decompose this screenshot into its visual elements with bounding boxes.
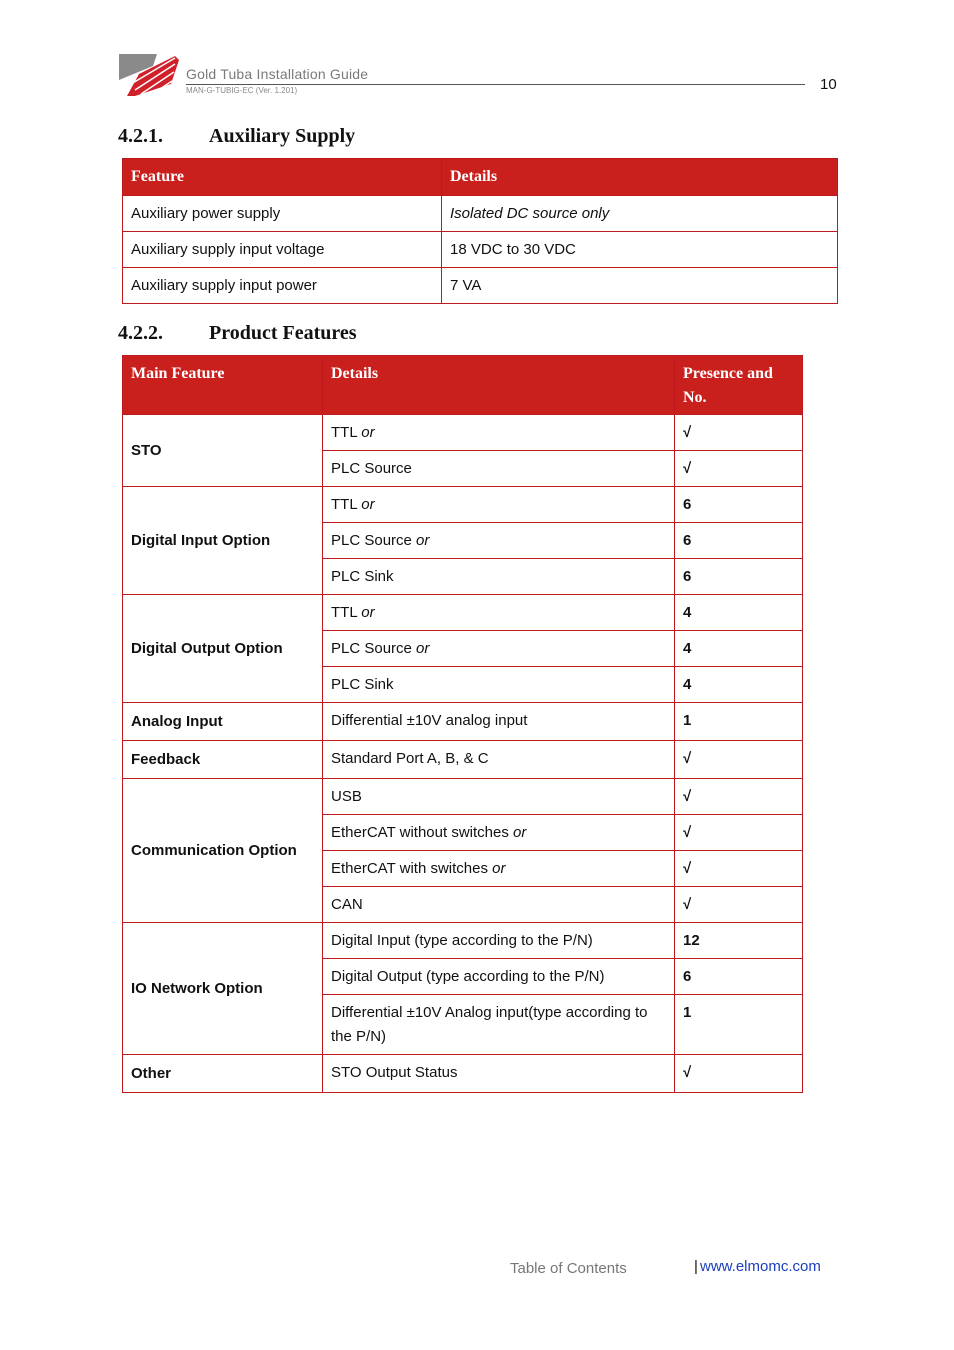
presence-cell: 6: [675, 487, 803, 523]
table-row: [123, 415, 803, 451]
header-divider: [186, 84, 805, 85]
aux-supply-table: [122, 158, 838, 304]
presence-cell: 4: [675, 667, 803, 703]
details-cell: [323, 851, 675, 887]
details-text: STO Output Status: [331, 1064, 458, 1081]
table-cell: Auxiliary power supply: [123, 196, 442, 232]
column-header: Main Feature: [123, 356, 323, 415]
details-text: TTL: [331, 496, 358, 513]
details-cell: [323, 995, 675, 1055]
presence-cell: √: [675, 851, 803, 887]
details-cell: [323, 667, 675, 703]
table-cell: 18 VDC to 30 VDC: [442, 232, 838, 268]
section-number: 4.2.1.: [118, 125, 163, 147]
table-row: [123, 232, 838, 268]
presence-cell: 6: [675, 559, 803, 595]
section-heading-aux-supply: [118, 125, 355, 148]
presence-cell: √: [675, 451, 803, 487]
presence-cell: √: [675, 887, 803, 923]
main-feature-cell: Digital Output Option: [123, 595, 323, 703]
table-row: [123, 779, 803, 815]
details-cell: [323, 1055, 675, 1093]
presence-cell: 4: [675, 595, 803, 631]
table-cell: 7 VA: [442, 268, 838, 304]
table-row: [123, 1055, 803, 1093]
product-features-body: [123, 415, 803, 1093]
presence-cell: 6: [675, 959, 803, 995]
details-text: PLC Sink: [331, 676, 394, 693]
table-cell: Isolated DC source only: [442, 196, 838, 232]
details-suffix: or: [416, 640, 430, 657]
details-text: USB: [331, 788, 362, 805]
column-header: Presence and No.: [675, 356, 803, 415]
details-text: Standard Port A, B, & C: [331, 750, 489, 767]
table-row: [123, 595, 803, 631]
main-feature-cell: STO: [123, 415, 323, 487]
presence-cell: √: [675, 1055, 803, 1093]
presence-cell: 1: [675, 995, 803, 1055]
details-text: CAN: [331, 896, 363, 913]
details-text: PLC Source: [331, 640, 412, 657]
table-header-row: [123, 356, 803, 415]
footer-separator: |: [694, 1258, 698, 1275]
details-suffix: or: [361, 496, 375, 513]
table-row: [123, 196, 838, 232]
table-cell: Auxiliary supply input power: [123, 268, 442, 304]
main-feature-cell: Communication Option: [123, 779, 323, 923]
details-suffix: or: [416, 532, 430, 549]
details-text: EtherCAT without switches: [331, 824, 509, 841]
table-row: [123, 923, 803, 959]
toc-link[interactable]: Table of Contents: [510, 1260, 627, 1277]
main-feature-cell: Feedback: [123, 741, 323, 779]
section-title: Auxiliary Supply: [209, 125, 356, 147]
website-link[interactable]: www.elmomc.com: [700, 1258, 821, 1275]
main-feature-cell: Analog Input: [123, 703, 323, 741]
details-cell: [323, 559, 675, 595]
table-row: [123, 268, 838, 304]
details-cell: [323, 451, 675, 487]
table-row: [123, 703, 803, 741]
details-cell: [323, 703, 675, 741]
details-cell: [323, 487, 675, 523]
details-cell: [323, 595, 675, 631]
details-suffix: or: [513, 824, 527, 841]
main-feature-cell: Other: [123, 1055, 323, 1093]
details-text: PLC Source: [331, 460, 412, 477]
details-cell: [323, 887, 675, 923]
column-header: Details: [442, 159, 838, 196]
details-text: PLC Sink: [331, 568, 394, 585]
table-row: [123, 741, 803, 779]
table-cell: Auxiliary supply input voltage: [123, 232, 442, 268]
presence-cell: 6: [675, 523, 803, 559]
details-text: EtherCAT with switches: [331, 860, 488, 877]
presence-cell: 4: [675, 631, 803, 667]
details-cell: [323, 815, 675, 851]
details-text: TTL: [331, 424, 358, 441]
presence-cell: √: [675, 741, 803, 779]
section-number: 4.2.2.: [118, 322, 163, 344]
details-text: Digital Input (type according to the P/N): [331, 932, 593, 949]
details-cell: [323, 631, 675, 667]
details-text: Differential ±10V analog input: [331, 712, 528, 729]
presence-cell: √: [675, 779, 803, 815]
table-header-row: [123, 159, 838, 196]
section-heading-product-features: [118, 322, 357, 345]
column-header: Feature: [123, 159, 442, 196]
details-suffix: or: [361, 604, 375, 621]
details-cell: [323, 741, 675, 779]
elmo-logo: [117, 54, 179, 96]
details-suffix: or: [492, 860, 506, 877]
details-text: Digital Output (type according to the P/N): [331, 968, 605, 985]
page-number: 10: [820, 76, 837, 93]
presence-cell: √: [675, 815, 803, 851]
details-suffix: or: [361, 424, 375, 441]
details-cell: [323, 779, 675, 815]
details-text: TTL: [331, 604, 358, 621]
presence-cell: 1: [675, 703, 803, 741]
main-feature-cell: IO Network Option: [123, 923, 323, 1055]
details-cell: [323, 959, 675, 995]
presence-cell: √: [675, 415, 803, 451]
column-header: Details: [323, 356, 675, 415]
header-doc-id: MAN-G-TUBIG-EC (Ver. 1.201): [186, 86, 298, 95]
table-row: [123, 487, 803, 523]
presence-cell: 12: [675, 923, 803, 959]
details-cell: [323, 523, 675, 559]
header-title: Gold Tuba Installation Guide: [186, 66, 369, 82]
details-cell: [323, 923, 675, 959]
product-features-table: [122, 355, 803, 1093]
details-text: PLC Source: [331, 532, 412, 549]
details-cell: [323, 415, 675, 451]
main-feature-cell: Digital Input Option: [123, 487, 323, 595]
section-title: Product Features: [209, 322, 357, 344]
details-text: Differential ±10V Analog input(type according to the P/N): [331, 1004, 648, 1045]
